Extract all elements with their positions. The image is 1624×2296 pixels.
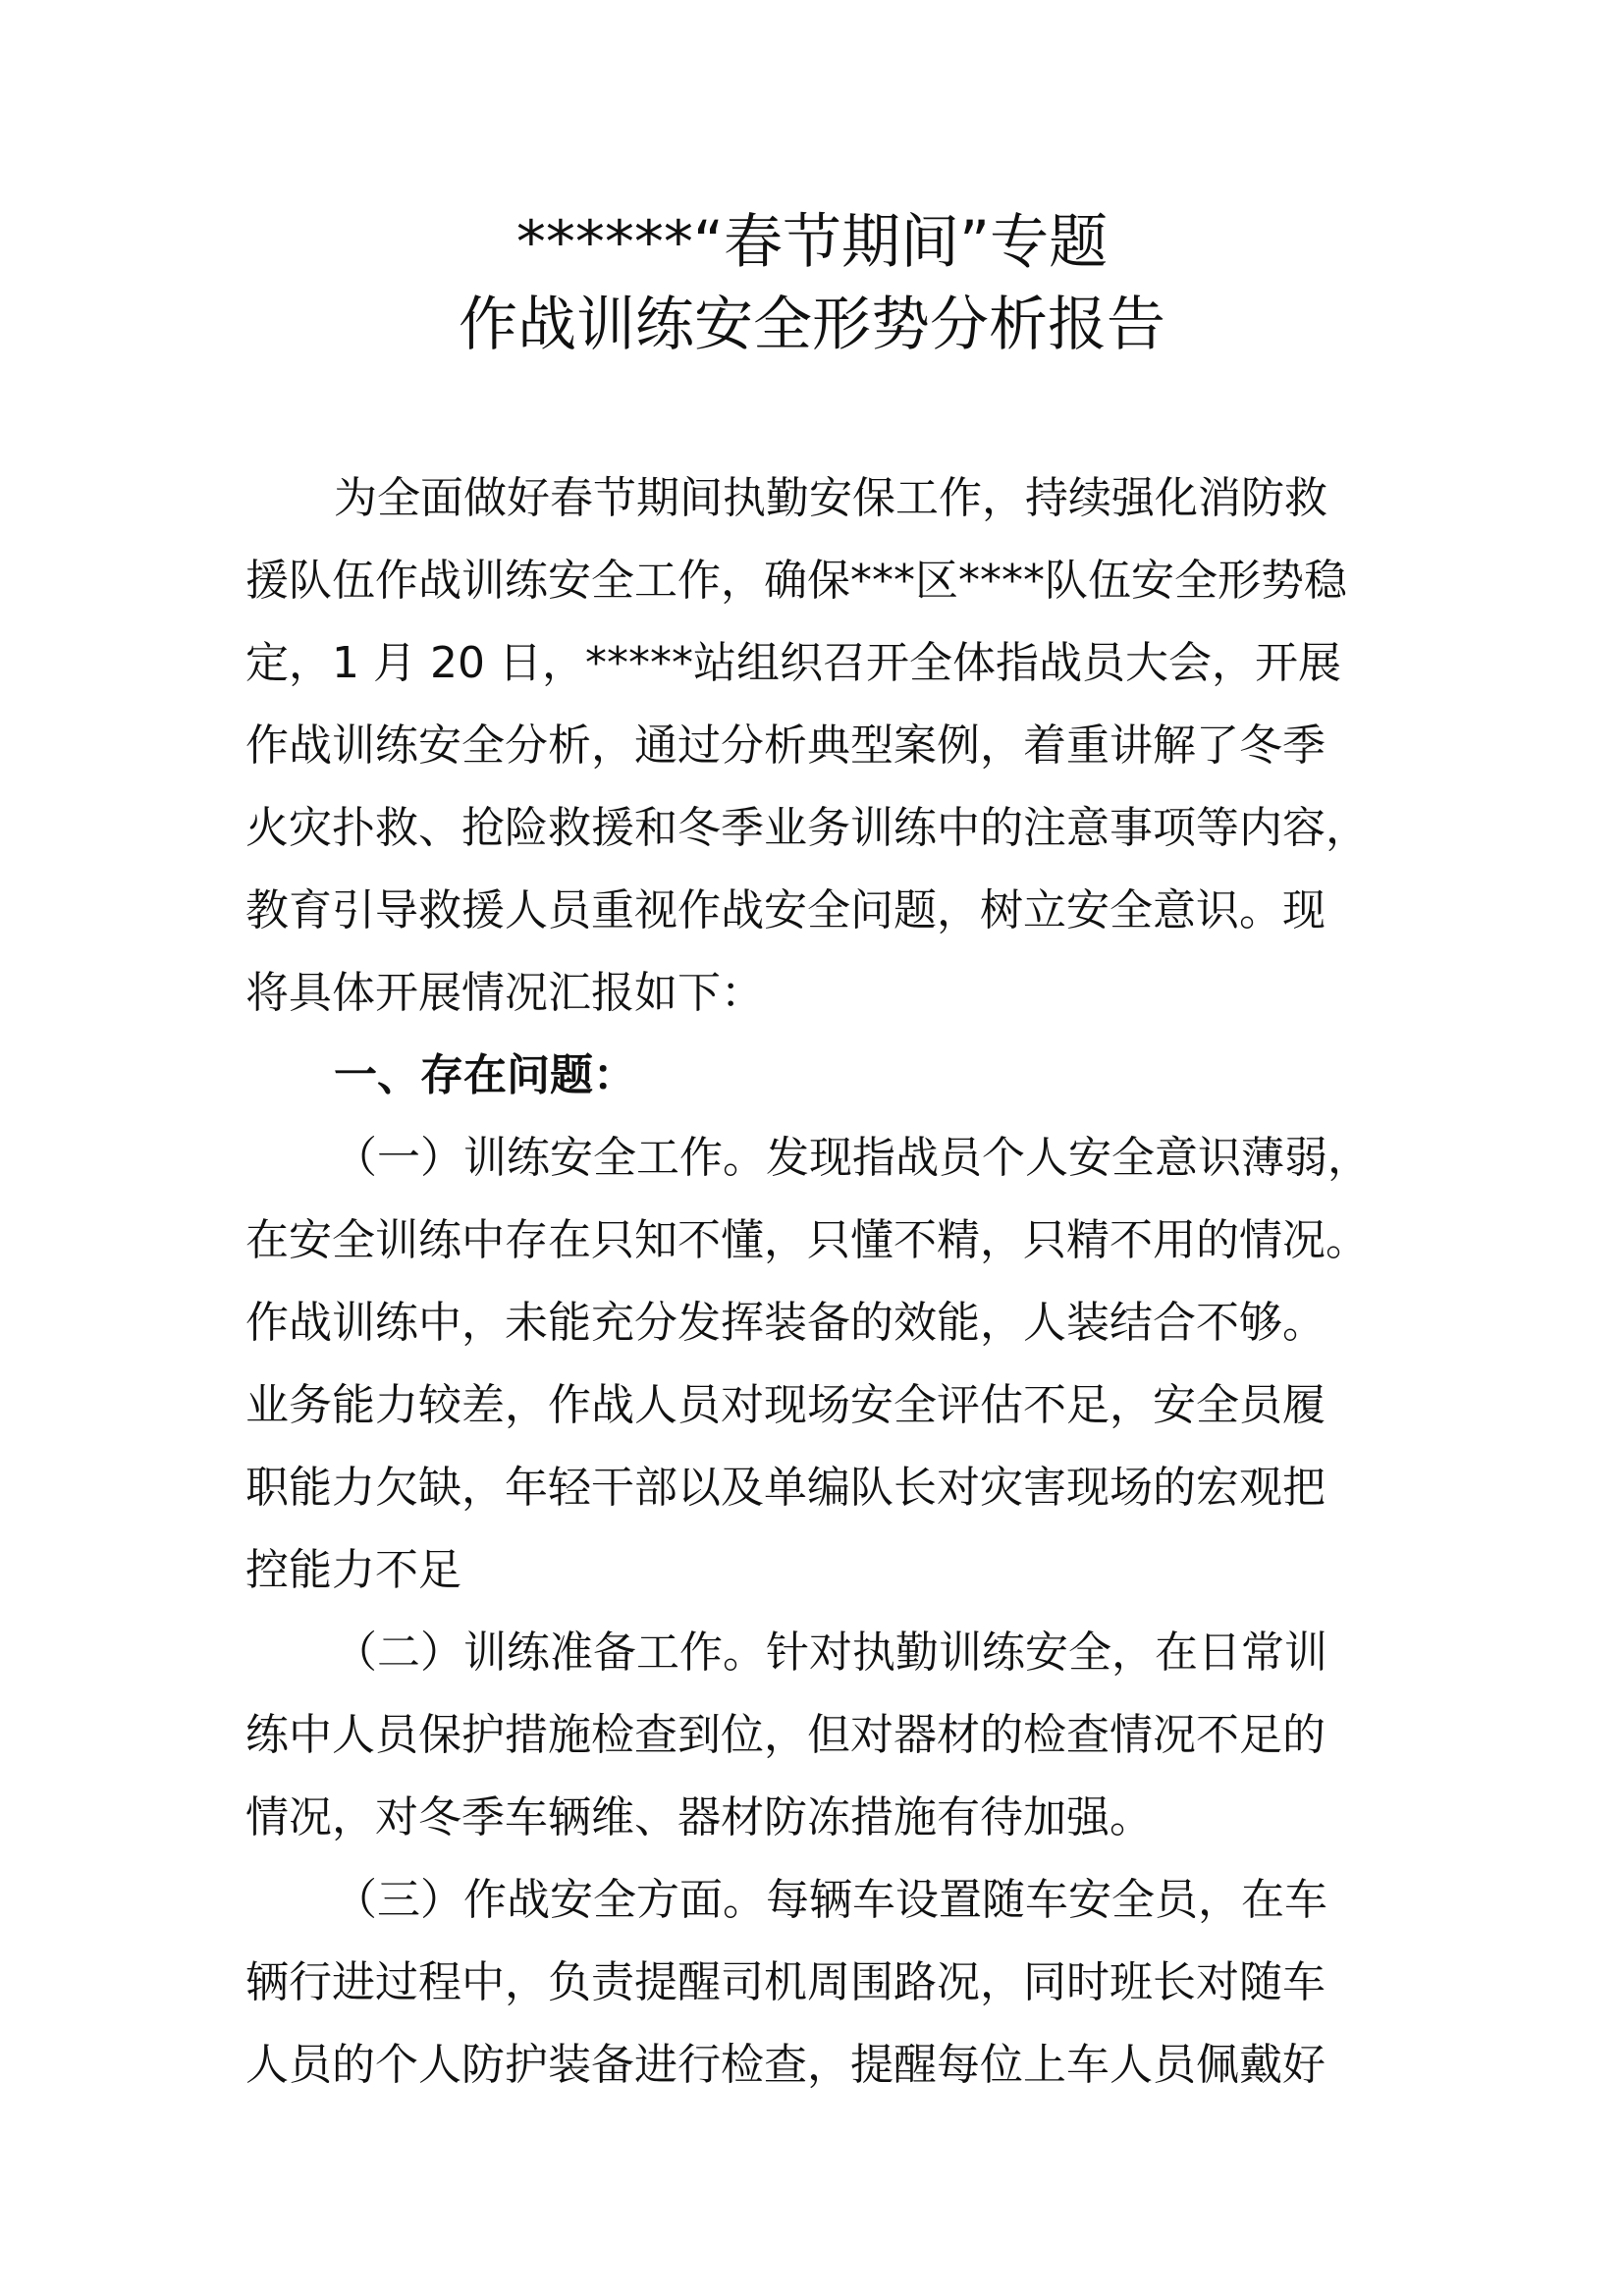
paragraph-line: 在安全训练中存在只知不懂，只懂不精，只精不用的情况。	[245, 1215, 1369, 1265]
document-title-line-2: 作战训练安全形势分析报告	[459, 291, 1165, 359]
section-heading: 一、存在问题：	[334, 1050, 636, 1100]
paragraph-line: （二）训练准备工作。针对执勤训练安全，在日常训	[334, 1628, 1327, 1678]
paragraph-line: 援队伍作战训练安全工作，确保***区****队伍安全形势稳	[245, 556, 1347, 606]
paragraph-line: 辆行进过程中，负责提醒司机周围路况，同时班长对随车	[245, 1957, 1326, 2007]
paragraph-line: 练中人员保护措施检查到位，但对器材的检查情况不足的	[245, 1710, 1326, 1760]
paragraph-line: 将具体开展情况汇报如下：	[245, 968, 764, 1018]
paragraph-line: （三）作战安全方面。每辆车设置随车安全员，在车	[334, 1875, 1327, 1925]
paragraph-line: 定，1 月 20 日，*****站组织召开全体指战员大会，开展	[245, 638, 1341, 688]
paragraph-line: 作战训练中，未能充分发挥装备的效能，人装结合不够。	[245, 1298, 1326, 1348]
document-title-line-1: ******“春节期间”专题	[515, 208, 1109, 277]
paragraph-line: 控能力不足	[245, 1545, 461, 1595]
paragraph-line: 教育引导救援人员重视作战安全问题，树立安全意识。现	[245, 885, 1326, 935]
paragraph-line: 火灾扑救、抢险救援和冬季业务训练中的注意事项等内容，	[245, 803, 1369, 853]
paragraph-line: 职能力欠缺，年轻干部以及单编队长对灾害现场的宏观把	[245, 1463, 1326, 1513]
paragraph-line: 人员的个人防护装备进行检查，提醒每位上车人员佩戴好	[245, 2040, 1326, 2090]
paragraph-line: （一）训练安全工作。发现指战员个人安全意识薄弱，	[334, 1133, 1371, 1183]
paragraph-line: 情况，对冬季车辆维、器材防冻措施有待加强。	[245, 1792, 1153, 1842]
paragraph-line: 作战训练安全分析，通过分析典型案例，着重讲解了冬季	[245, 721, 1326, 771]
paragraph-line: 业务能力较差，作战人员对现场安全评估不足，安全员履	[245, 1380, 1326, 1430]
paragraph-line: 为全面做好春节期间执勤安保工作，持续强化消防救	[334, 473, 1327, 523]
